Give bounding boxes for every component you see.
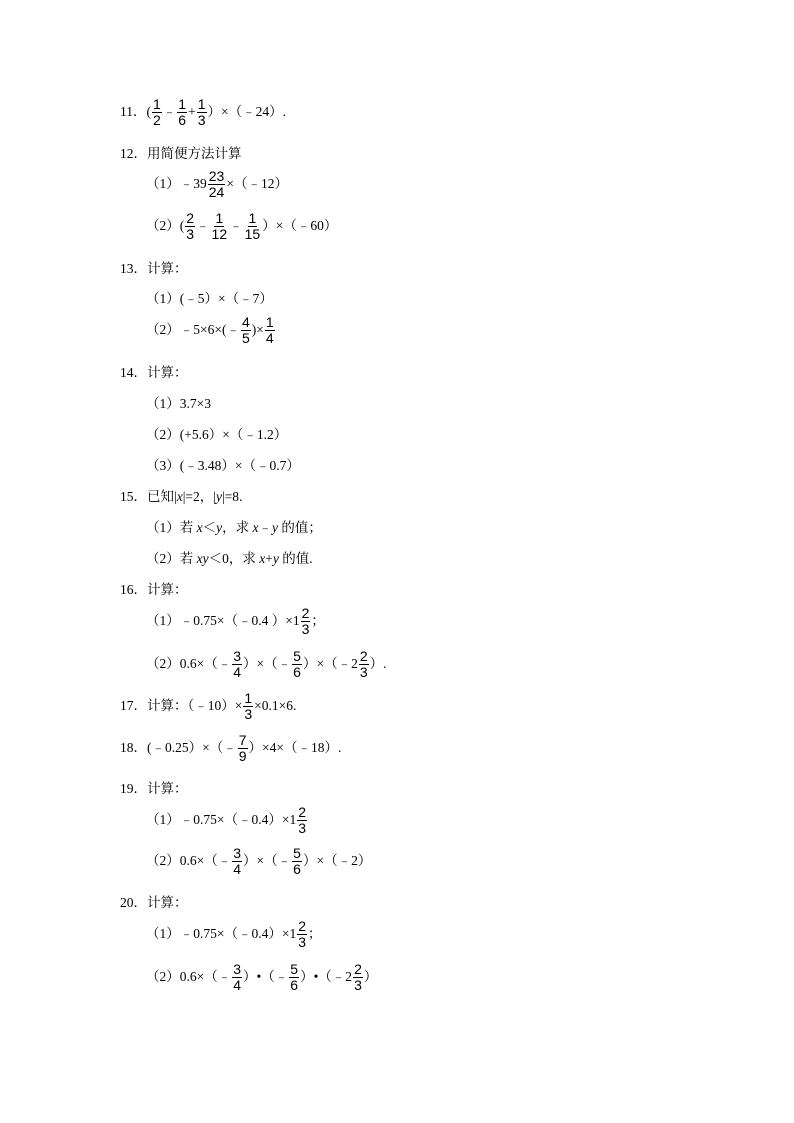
problem-text: 的值；: [278, 520, 322, 535]
problem-q13-1: [146, 291, 273, 307]
problem-text: （1）﹣0.75×（﹣0.4 ）×1: [146, 613, 300, 628]
problem-q12-2: [146, 211, 337, 242]
fraction-numerator: 7: [238, 731, 247, 748]
problem-q18: [120, 733, 341, 764]
problem-text: 20．计算：: [120, 895, 188, 910]
problem-text: ）×（﹣60）: [262, 218, 338, 233]
fraction: [211, 211, 229, 242]
fraction-denominator: 5: [241, 329, 250, 346]
fraction: [232, 649, 242, 680]
problem-text: （1）﹣0.75×（﹣0.4）×1: [146, 812, 297, 827]
math-variable: x: [252, 520, 259, 535]
problem-text: （2）若: [146, 551, 197, 566]
problem-text: （2）0.6×（﹣: [146, 656, 232, 671]
fraction-denominator: 6: [178, 111, 187, 128]
fraction: [292, 649, 302, 680]
problem-q19: [120, 781, 188, 797]
problem-text: 的值.: [278, 551, 313, 566]
problem-text: （3）(﹣3.48）×（﹣0.7）: [146, 458, 300, 473]
problem-text: ﹣: [162, 104, 177, 119]
problem-text: （2）(+5.6）×（﹣1.2）: [146, 427, 288, 442]
fraction-numerator: 4: [241, 313, 250, 330]
fraction-denominator: 6: [290, 976, 299, 993]
problem-text: |=8.: [221, 489, 243, 504]
fraction: [208, 169, 226, 200]
fraction-denominator: 24: [208, 183, 225, 200]
fraction: [297, 805, 307, 836]
fraction: [241, 315, 251, 346]
problem-q14-2: [146, 427, 287, 443]
problem-q20-2: [146, 962, 377, 993]
problem-text: 14．计算：: [120, 365, 188, 380]
fraction: [152, 97, 162, 128]
problem-q16-1: [146, 606, 325, 637]
fraction: [238, 733, 248, 764]
fraction-numerator: 2: [298, 803, 307, 820]
problem-text: 12．用简便方法计算: [120, 146, 242, 161]
problem-text: ﹣: [258, 520, 272, 535]
fraction: [265, 315, 275, 346]
fraction-denominator: 4: [233, 976, 242, 993]
problem-q15-1: [146, 520, 322, 536]
problem-q15: [120, 489, 242, 505]
fraction: [232, 846, 242, 877]
problem-text: 19．计算：: [120, 781, 188, 796]
fraction-denominator: 3: [354, 976, 362, 993]
problem-q14-1: [146, 396, 211, 412]
problem-text: ＜: [202, 520, 217, 535]
problem-q19-1: [146, 805, 308, 836]
fraction-numerator: 5: [293, 844, 301, 861]
problem-text: ；: [311, 613, 325, 628]
fraction-denominator: 3: [301, 620, 310, 637]
fraction: [353, 962, 363, 993]
problem-text: ）×（﹣2）: [302, 853, 372, 868]
fraction-numerator: 1: [153, 95, 161, 112]
problem-text: ﹣: [229, 218, 243, 233]
problem-q13: [120, 261, 188, 277]
fraction-numerator: 2: [359, 647, 368, 664]
fraction-denominator: 2: [153, 111, 161, 128]
problem-text: |=2，|: [182, 489, 216, 504]
fraction: [244, 211, 262, 242]
fraction-numerator: 23: [208, 167, 225, 184]
problem-q14: [120, 365, 188, 381]
fraction: [197, 97, 207, 128]
problem-text: ×0.1×6.: [254, 698, 297, 713]
fraction-numerator: 5: [290, 960, 299, 977]
math-variable: x: [176, 489, 183, 504]
problem-text: ）×（﹣2: [302, 656, 358, 671]
math-variable: x: [259, 551, 266, 566]
problem-text: ）.: [369, 656, 387, 671]
math-variable: y: [216, 520, 223, 535]
fraction-denominator: 6: [293, 860, 301, 877]
problem-text: ，求: [222, 520, 253, 535]
math-variable: y: [272, 551, 279, 566]
math-variable: x: [196, 520, 203, 535]
fraction-numerator: 2: [298, 917, 307, 934]
fraction-denominator: 6: [293, 663, 301, 680]
fraction-denominator: 4: [233, 860, 242, 877]
fraction: [289, 962, 299, 993]
fraction: [232, 962, 242, 993]
fraction-denominator: 3: [298, 819, 307, 836]
fraction-denominator: 4: [265, 329, 274, 346]
fraction-denominator: 3: [244, 705, 253, 722]
fraction-denominator: 4: [233, 663, 242, 680]
fraction-denominator: 9: [238, 747, 247, 764]
problem-text: ）•（﹣: [243, 969, 289, 984]
problem-text: （1）若: [146, 520, 197, 535]
problem-text: （2）0.6×（﹣: [146, 969, 232, 984]
problem-text: （1）﹣39: [146, 176, 207, 191]
problem-text: （1）(﹣5）×（﹣7）: [146, 291, 273, 306]
fraction-denominator: 3: [359, 663, 368, 680]
problem-text: ＜0，求: [208, 551, 260, 566]
fraction-denominator: 3: [298, 933, 307, 950]
fraction-denominator: 3: [186, 225, 195, 242]
fraction-numerator: 3: [233, 647, 242, 664]
math-variable: xy: [196, 551, 209, 566]
fraction-denominator: 3: [197, 111, 206, 128]
problem-text: +: [265, 551, 273, 566]
problem-q16: [120, 582, 188, 598]
problem-text: ﹣: [196, 218, 210, 233]
problem-text: +: [188, 104, 196, 119]
math-variable: y: [272, 520, 278, 535]
fraction-numerator: 5: [293, 647, 301, 664]
problem-q13-2: [146, 315, 276, 346]
problem-text: （2）﹣5×6×(﹣: [146, 322, 240, 337]
problem-q12: [120, 146, 242, 162]
fraction-numerator: 1: [178, 95, 187, 112]
problem-text: ）×（﹣: [243, 853, 292, 868]
problem-text: 16．计算：: [120, 582, 188, 597]
problem-q11: [120, 97, 286, 128]
fraction-numerator: 2: [301, 604, 310, 621]
problem-text: ）•（﹣2: [300, 969, 353, 984]
problem-text: 17．计算：（﹣10）×: [120, 698, 243, 713]
problem-text: ）×4×（﹣18）.: [248, 740, 342, 755]
problem-text: ×（﹣12）: [226, 176, 288, 191]
problem-q15-2: [146, 551, 313, 567]
problem-text: 13．计算：: [120, 261, 188, 276]
fraction-numerator: 3: [233, 844, 242, 861]
fraction-numerator: 1: [265, 313, 274, 330]
problem-q12-1: [146, 169, 288, 200]
problem-text: ；: [308, 926, 322, 941]
problem-text: ）: [363, 969, 378, 984]
fraction: [243, 691, 253, 722]
problem-q20-1: [146, 919, 322, 950]
problem-q14-3: [146, 458, 300, 474]
fraction-numerator: 2: [186, 209, 195, 226]
problem-q20: [120, 895, 188, 911]
fraction-numerator: 1: [215, 209, 224, 226]
fraction-numerator: 3: [233, 960, 242, 977]
fraction: [292, 846, 302, 877]
problem-text: ）×（﹣: [243, 656, 292, 671]
fraction: [177, 97, 187, 128]
problem-text: （1）﹣0.75×（﹣0.4）×1: [146, 926, 297, 941]
problem-text: （2）(: [146, 218, 185, 233]
problem-text: 18．(﹣0.25）×（﹣: [120, 740, 237, 755]
fraction-numerator: 1: [244, 689, 253, 706]
math-variable: y: [215, 489, 222, 504]
problem-text: ）×（﹣24）.: [207, 104, 287, 119]
fraction: [297, 919, 307, 950]
problem-text: 11．(: [120, 104, 151, 119]
problem-text: （2）0.6×（﹣: [146, 853, 232, 868]
problem-q17: [120, 691, 296, 722]
fraction: [185, 211, 195, 242]
fraction: [359, 649, 369, 680]
fraction: [301, 606, 311, 637]
fraction-denominator: 12: [211, 225, 228, 242]
problem-text: （1）3.7×3: [146, 396, 211, 411]
fraction-numerator: 1: [248, 209, 257, 226]
fraction-numerator: 1: [197, 95, 206, 112]
problem-q19-2: [146, 846, 371, 877]
problem-q16-2: [146, 649, 387, 680]
fraction-numerator: 2: [354, 960, 362, 977]
problem-text: 15．已知|: [120, 489, 177, 504]
fraction-denominator: 15: [244, 225, 261, 242]
problem-text: )×: [251, 322, 264, 337]
